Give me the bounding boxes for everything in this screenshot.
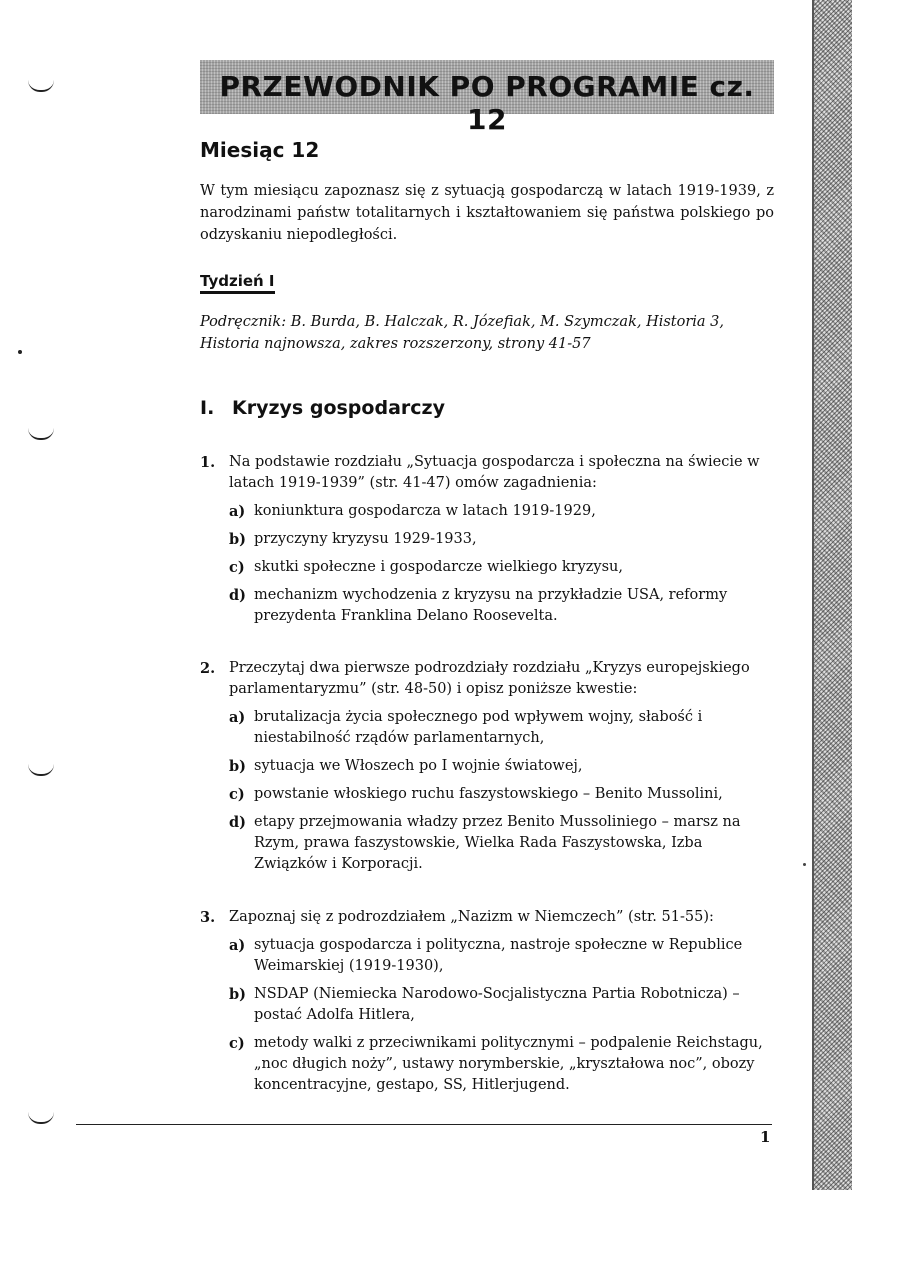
task-item	[229, 935, 774, 977]
task-item	[229, 501, 774, 522]
task-1	[200, 452, 774, 627]
task-text: Na podstawie rozdziału „Sytuacja gospodarcza i społeczna na świecie w latach 1919-1939” (str. 41-47) omów zagadnienia:	[229, 454, 760, 491]
item-text: sytuacja gospodarcza i polityczna, nastroje społeczne w Republice Weimarskiej (1919-1930),	[254, 937, 743, 974]
task-item	[229, 707, 774, 749]
title-banner	[200, 60, 774, 136]
task-item	[229, 529, 774, 550]
task-item	[229, 784, 774, 805]
month-heading: Miesiąc 12	[200, 138, 320, 162]
task-item	[229, 756, 774, 777]
binder-hole-mark	[28, 428, 54, 440]
week-heading: Tydzień I	[200, 272, 275, 294]
item-label: c)	[229, 1035, 245, 1052]
task-2	[200, 658, 774, 875]
banner-title: PRZEWODNIK PO PROGRAMIE cz. 12	[219, 70, 755, 136]
task-text: Przeczytaj dwa pierwsze podrozdziały rozdziału „Kryzys europejskiego parlamentaryzmu” (str. 48-50) i opisz poniższe kwestie:	[229, 660, 750, 697]
item-label: a)	[229, 937, 246, 954]
item-text: NSDAP (Niemiecka Narodowo-Socjalistyczna Partia Robotnicza) – postać Adolfa Hitlera,	[254, 986, 740, 1023]
binder-hole-mark	[28, 1112, 54, 1124]
item-label: b)	[229, 758, 246, 775]
textbook-reference: Podręcznik: B. Burda, B. Halczak, R. Józefiak, M. Szymczak, Historia 3, Historia najnowsza, zakres rozszerzony, strony 41-57	[200, 314, 725, 352]
task-number: 3.	[200, 909, 216, 926]
intro-paragraph: W tym miesiącu zapoznasz się z sytuacją gospodarczą w latach 1919-1939, z narodzinami państw totalitarnych i kształtowaniem się państwa polskiego po odzyskaniu niepodległości.	[200, 183, 774, 243]
task-3	[200, 907, 774, 1096]
item-text: etapy przejmowania władzy przez Benito Mussoliniego – marsz na Rzym, prawa faszystowskie, Wielka Rada Faszystowska, Izba Związków i Korporacji.	[254, 814, 741, 872]
task-text: Zapoznaj się z podrozdziałem „Nazizm w Niemczech” (str. 51-55):	[229, 909, 714, 925]
item-label: a)	[229, 503, 246, 520]
section-heading	[200, 397, 445, 419]
task-number: 1.	[200, 454, 216, 471]
page-edge-line	[812, 0, 814, 1190]
scan-edge-texture	[812, 0, 852, 1190]
task-number: 2.	[200, 660, 216, 677]
item-label: b)	[229, 986, 246, 1003]
item-text: przyczyny kryzysu 1929-1933,	[254, 531, 477, 547]
item-label: b)	[229, 531, 246, 548]
item-text: mechanizm wychodzenia z kryzysu na przykładzie USA, reformy prezydenta Franklina Delano Roosevelta.	[254, 587, 728, 624]
task-item	[229, 984, 774, 1026]
section-title: Kryzys gospodarczy	[232, 397, 445, 419]
task-item	[229, 812, 774, 875]
task-item	[229, 585, 774, 627]
item-label: d)	[229, 587, 246, 604]
item-text: skutki społeczne i gospodarcze wielkiego kryzysu,	[254, 559, 623, 575]
footer-rule	[76, 1124, 772, 1125]
page-number: 1	[760, 1128, 771, 1146]
item-text: brutalizacja życia społecznego pod wpływem wojny, słabość i niestabilność rządów parlamentarnych,	[254, 709, 703, 746]
item-label: d)	[229, 814, 246, 831]
item-text: powstanie włoskiego ruchu faszystowskiego – Benito Mussolini,	[254, 786, 723, 802]
task-item	[229, 557, 774, 578]
item-text: koniunktura gospodarcza w latach 1919-1929,	[254, 503, 596, 519]
binder-hole-mark	[28, 764, 54, 776]
item-label: c)	[229, 786, 245, 803]
item-text: metody walki z przeciwnikami politycznymi – podpalenie Reichstagu, „noc długich noży”, ustawy norymberskie, „kryształowa noc”, obozy koncentracyjne, gestapo, SS, Hitlerjugend.	[254, 1035, 763, 1093]
scan-speck	[803, 863, 806, 866]
binder-hole-mark	[28, 80, 54, 92]
section-number: I.	[200, 397, 215, 419]
item-label: a)	[229, 709, 246, 726]
item-text: sytuacja we Włoszech po I wojnie światowej,	[254, 758, 583, 774]
task-item	[229, 1033, 774, 1096]
scan-speck	[18, 350, 22, 354]
item-label: c)	[229, 559, 245, 576]
